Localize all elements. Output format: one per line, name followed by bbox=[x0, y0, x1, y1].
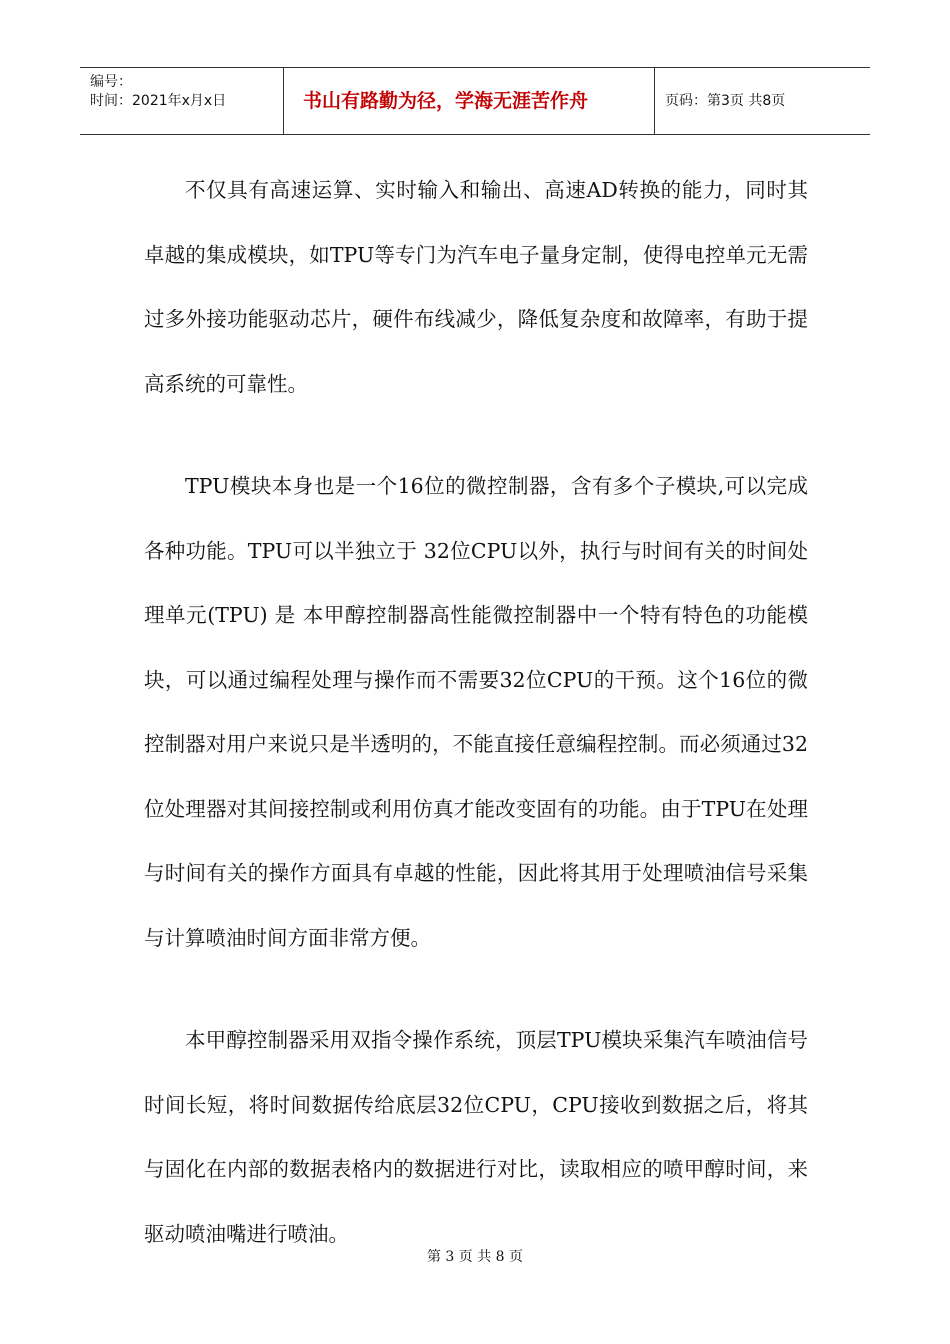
page-header bbox=[80, 67, 870, 135]
header-page-number: 页码：第3页 共8页 bbox=[665, 93, 786, 109]
document-time-label: 时间：2021年x月x日 bbox=[90, 93, 227, 109]
page-footer: 第 3 页 共 8 页 bbox=[426, 1249, 524, 1265]
document-body bbox=[144, 158, 808, 1266]
header-motto: 书山有路勤为径，学海无涯苦作舟 bbox=[284, 68, 655, 134]
paragraph-2: TPU模块本身也是一个16位的微控制器，含有多个子模块,可以完成各种功能。TPU可以半独立于 32位CPU以外，执行与时间有关的时间处理单元(TPU) 是 本甲醇控制器高性能微控制器中一个特有特色的功能模块，可以通过编程处理与操作而不需要32位CPU的干预。这个16位的微控制器对用户来说只是半透明的，不能直接任意编程控制。而必须通过32位处理器对其间接控制或利用仿真才能改变固有的功能。由于TPU在处理与时间有关的操作方面具有卓越的性能，因此将其用于处理喷油信号采集与计算喷油时间方面非常方便。 bbox=[144, 474, 808, 950]
document-number-label: 编号： bbox=[90, 74, 132, 90]
header-meta bbox=[80, 68, 284, 134]
paragraph-3: 本甲醇控制器采用双指令操作系统，顶层TPU模块采集汽车喷油信号时间长短，将时间数据传给底层32位CPU，CPU接收到数据之后，将其与固化在内部的数据表格内的数据进行对比，读取相应的喷甲醇时间，来驱动喷油嘴进行喷油。 bbox=[144, 1028, 808, 1246]
paragraph-1: 不仅具有高速运算、实时输入和输出、高速AD转换的能力，同时其卓越的集成模块，如TPU等专门为汽车电子量身定制，使得电控单元无需过多外接功能驱动芯片，硬件布线减少，降低复杂度和故障率，有助于提高系统的可靠性。 bbox=[144, 178, 808, 396]
